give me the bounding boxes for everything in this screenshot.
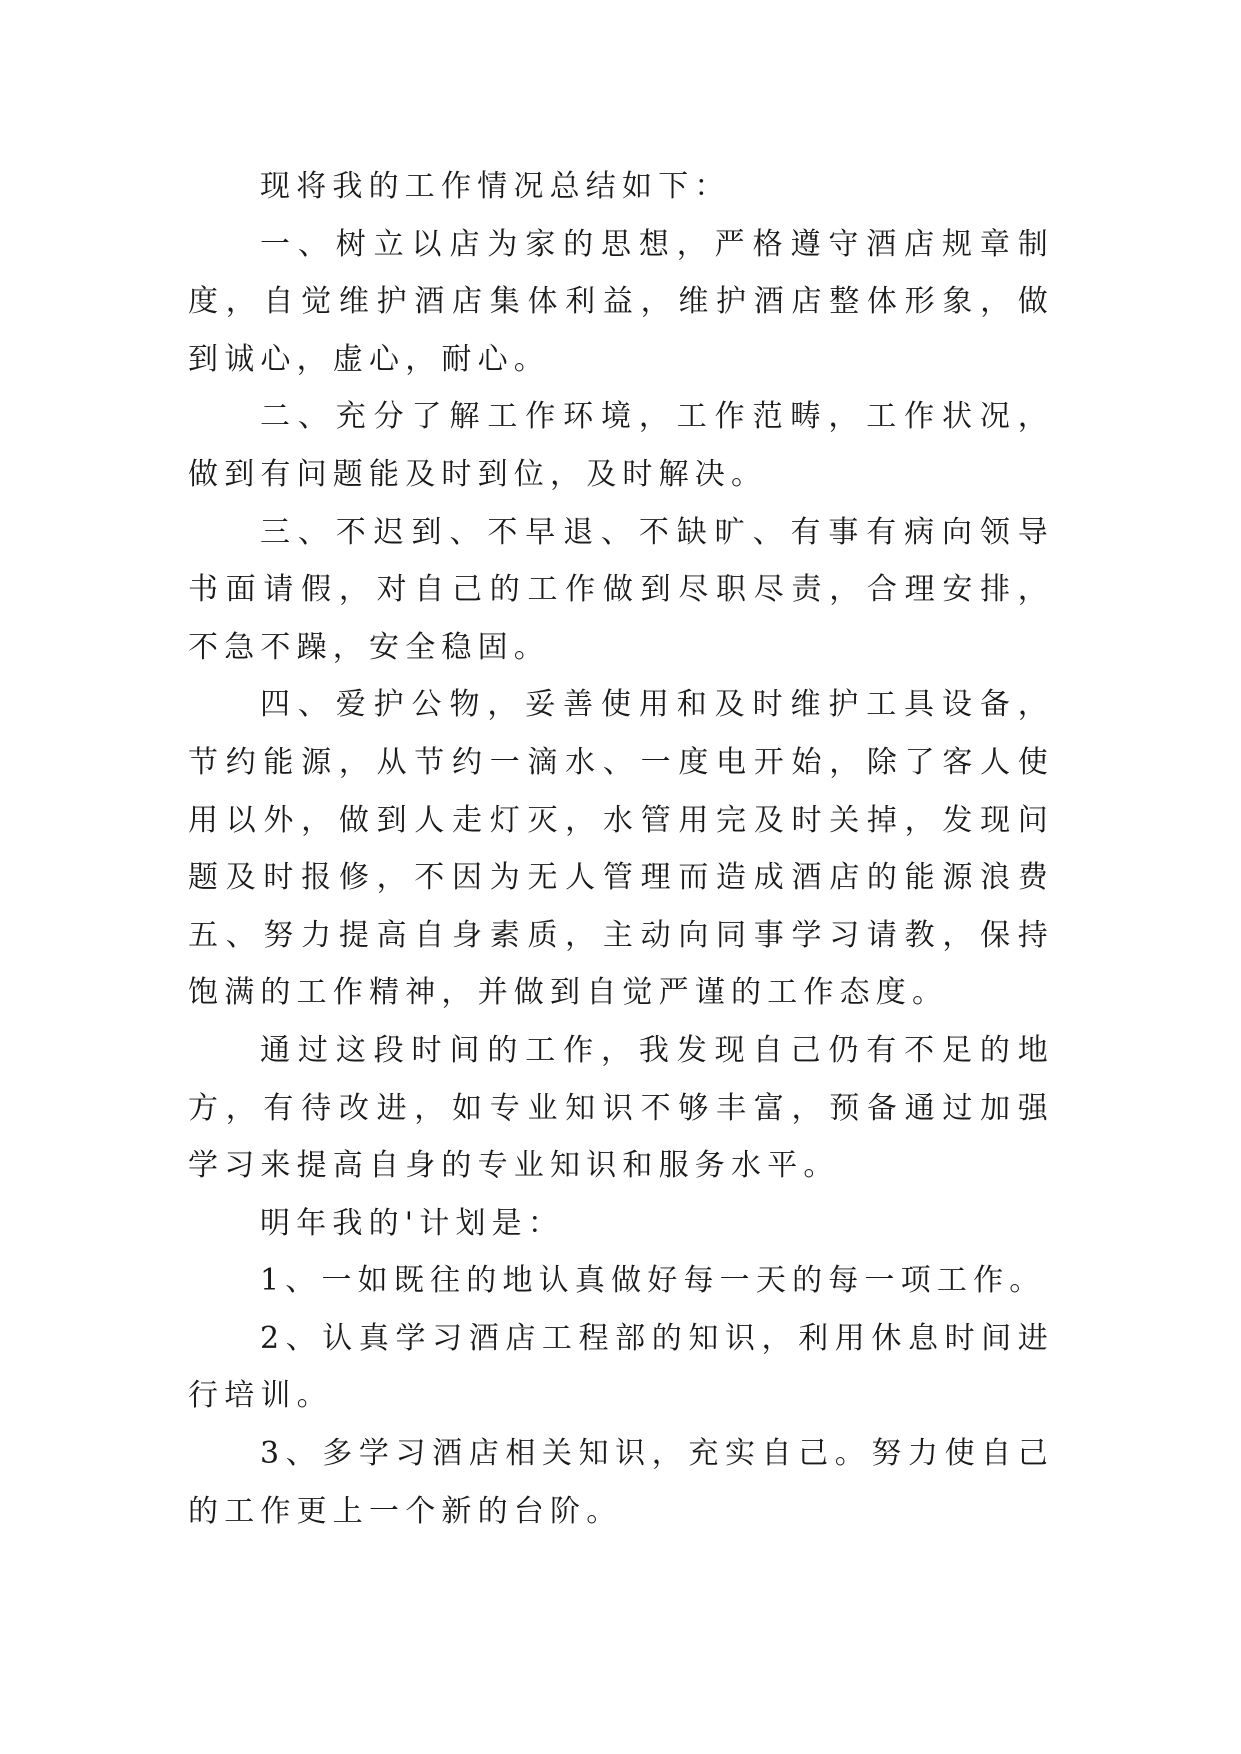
paragraph-point-four: 四、爱护公物，妥善使用和及时维护工具设备，节约能源，从节约一滴水、一度电开始，除了客人使用以外，做到人走灯灭，水管用完及时关掉，发现问题及时报修，不因为无人管理而造成酒店的能源浪费五、努力提高自身素质，主动向同事学习请教，保持饱满的工作精神，并做到自觉严谨的工作态度。 (188, 687, 1054, 1011)
paragraph-plan-intro: 明年我的'计划是： (260, 1205, 565, 1241)
paragraph-plan-item-2: 2、认真学习酒店工程部的知识，利用休息时间进行培训。 (188, 1320, 1054, 1414)
paragraph-point-two: 二、充分了解工作环境，工作范畴，工作状况，做到有问题能及时到位，及时解决。 (188, 399, 1054, 492)
paragraph-shortcomings: 通过这段时间的工作，我发现自己仍有不足的地方，有待改进，如专业知识不够丰富，预备通过加强学习来提高自身的专业知识和服务水平。 (188, 1032, 1054, 1184)
paragraph-point-one: 一、树立以店为家的思想，严格遵守酒店规章制度，自觉维护酒店集体利益，维护酒店整体形象，做到诚心，虚心，耐心。 (188, 226, 1054, 377)
paragraph-point-three: 三、不迟到、不早退、不缺旷、有事有病向领导书面请假，对自己的工作做到尽职尽责，合理安排，不急不躁，安全稳固。 (188, 514, 1054, 665)
paragraph-plan-item-3: 3、多学习酒店相关知识，充实自己。努力使自己的工作更上一个新的台阶。 (188, 1436, 1054, 1529)
paragraph-summary-intro: 现将我的工作情况总结如下： (260, 169, 731, 204)
paragraph-plan-item-1: 1、一如既往的地认真做好每一天的每一项工作。 (260, 1263, 1046, 1299)
document-body (188, 158, 1054, 1540)
